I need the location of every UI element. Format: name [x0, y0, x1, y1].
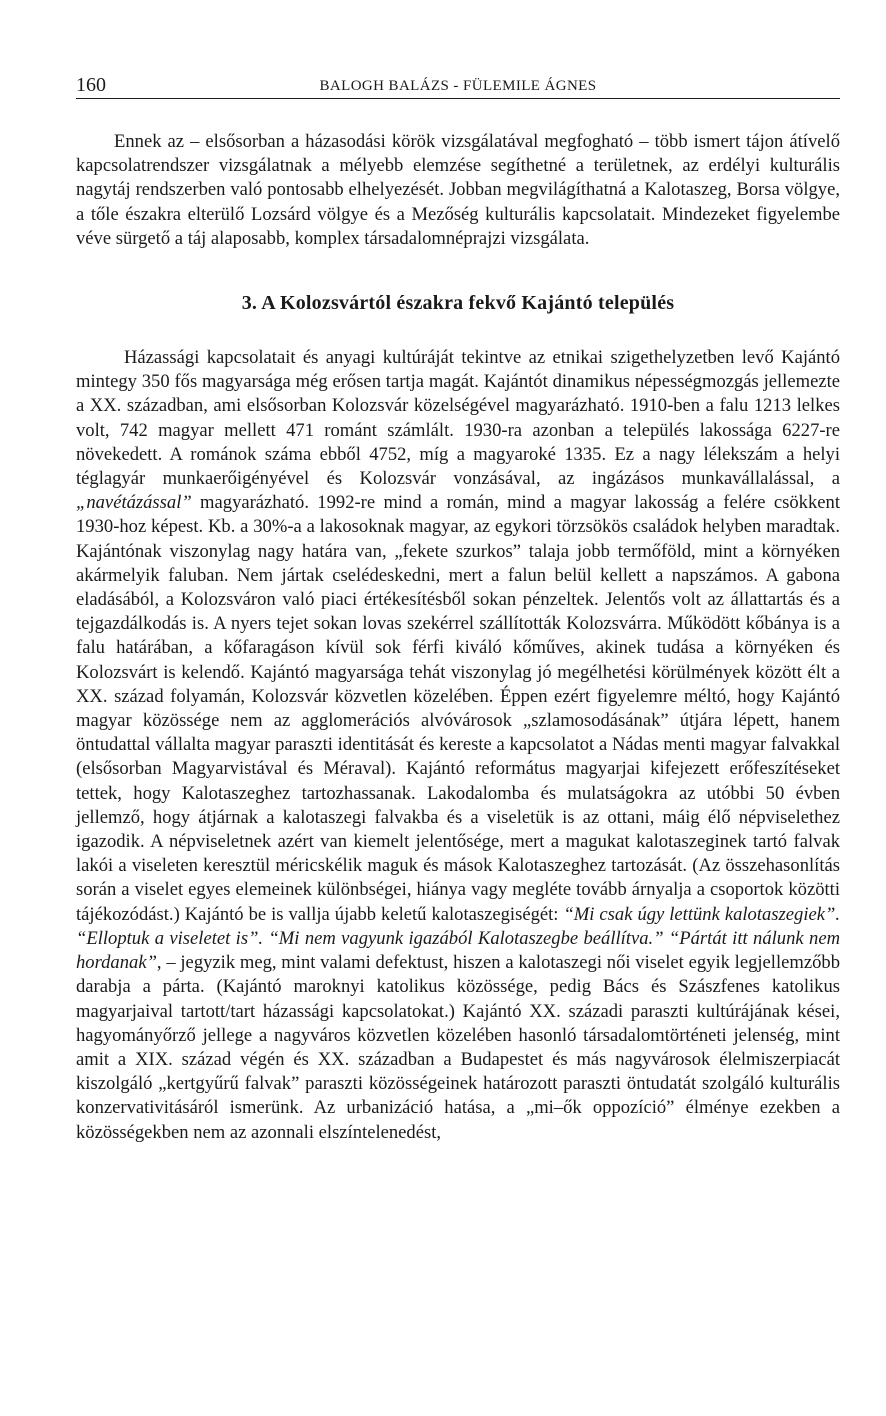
intro-paragraph: Ennek az – elsősorban a házasodási körök vizsgálatával megfogható – több ismert tájon átívelő kapcsolatrendszer vizsgálatnak a mélyebb elemzése segíthetné a területnek, az erdélyi kulturális nagytáj rendszerben való pontosabb elhelyezését. Jobban megvilágíthatná a Kalotaszeg, Borsa völgye, a tőle északra elterülő Lozsárd völgye és a Mezőség kulturális kapcsolatait. Mindezeket figyelembe véve sürgető a táj alaposabb, komplex társadalomnéprajzi vizsgálata. — [76, 131, 840, 249]
running-title: BALOGH BALÁZS - FÜLEMILE ÁGNES — [319, 78, 597, 94]
body-text-part-2: magyarázható. 1992-re mind a román, mind a magyar lakosság a felére csökkent 1930-hoz képest. Kb. a 30%-a a lakosoknak magyar, az egykori törzsökös családok helyben maradtak. Kajántónak viszonylag nagy határa van, „fekete szurkos” talaja jobb termőföld, mint a környéken akármelyik faluban. Nem jártak cselédeskedni, mert a falun belül kellett a napszámos. A gabona eladásából, a Kolozsváron való piaci értékesítésből sokan pénzeltek. Jelentős volt az állattartás és a tejgazdálkodás is. A nyers tejet sokan lovas szekérrel szállították Kolozsvárra. Működött kőbánya is a falu határában, a kőfaragáson kívül sok férfi kiváló kőműves, akinek tudása a környéken és Kolozsvárt is kelendő. Kajántó magyarsága tehát viszonylag jó megélhetési körülmények között élt a XX. század folyamán, Kolozsvár közvetlen közelében. Éppen ezért figyelemre méltó, hogy Kajántó magyar közössége nem az agglomerációs alvóvárosok „szlamosodásának” útjára lépett, hanem öntudattal vállalta magyar paraszti identitását és kereste a kapcsolatot a Nádas menti magyar falvakkal (elsősorban Magyarvistával és Méraval). Kajántó református magyarjai kifejezett erőfeszítéseket tettek, hogy Kalotaszeghez tartozhassanak. Lakodalomba és mulatságokra az utóbbi 50 évben jellemző, hogy átjárnak a kalotaszegi falvakba és a viseletük is az ottani, máig élő népviselethez igazodik. A népviseletnek azért van kiemelt jelentősége, mert a magukat kalotaszeginek tartó falvak lakói a viseleten keresztül méricskélik maguk és mások Kalotaszeghez tartozását. (Az összehasonlítás során a viselet egyes elemeinek különbségei, hiánya vagy megléte tovább árnyalja a csoportok közötti tájékozódást.) Kajántó be is vallja újabb keletű kalotaszegiségét: — [76, 492, 840, 925]
page-number: 160 — [76, 74, 106, 96]
kalotaszeg-quotes: “Mi csak úgy lettünk kalotaszegiek”. “Elloptuk a viseletet is”. “Mi nem vagyunk igazából Kalotaszegbe beállítva.” “Pártát itt nálunk nem hordanak” — [76, 903, 840, 974]
body-text-part-1: Házassági kapcsolatait és anyagi kultúráját tekintve az etnikai szigethelyzetben levő Kajántó mintegy 350 fős magyarsága még erősen tartja magát. Kajántót dinamikus népességmozgás jellemezte a XX. században, ami elsősorban Kolozsvár közelségével magyarázható. 1910-ben a falu 1213 lelkes volt, 742 magyar mellett 471 románt számlált. 1930-ra azonban a település lakossága 6227-re növekedett. A románok száma ebből 4752, míg a magyaroké 1335. Ez a nagy lélekszám a helyi téglagyár munkaerőigényével és Kolozsvár vonzásával, az ingázásos munkavállalással, a — [76, 347, 840, 490]
section-heading: 3. A Kolozsvártól északra fekvő Kajántó település — [241, 292, 675, 315]
book-page — [76, 74, 840, 1145]
body-paragraph — [76, 346, 840, 1145]
body-text-part-3: , – jegyzik meg, mint valami defektust, hiszen a kalotaszegi női viselet egyik legjellemzőbb darabja a párta. (Kajántó maroknyi katolikus közössége, pedig Bács és Szászfenes katolikus magyarjaival tartott/tart házassági kapcsolatokat.) Kajántó XX. századi paraszti kultúrájának kései, hagyományőrző jellege a nagyváros közvetlen közelében hasonló társadalomtörténeti jelenség, mint amit a XIX. század végén és XX. században a Budapestet és más nagyvárosok élelmiszerpiacát kiszolgáló „kertgyűrű falvak” paraszti közösségeinek határozott paraszti öntudatát szolgáló kulturális konzervativitásáról ismerünk. Az urbanizáció hatása, a „mi–ők oppozíció” élménye ezekben a közösségekben nem az azonnali elszíntelenedést, — [76, 952, 840, 1143]
running-header — [76, 74, 840, 99]
navetazas-quote: „navétázással” — [76, 492, 192, 514]
